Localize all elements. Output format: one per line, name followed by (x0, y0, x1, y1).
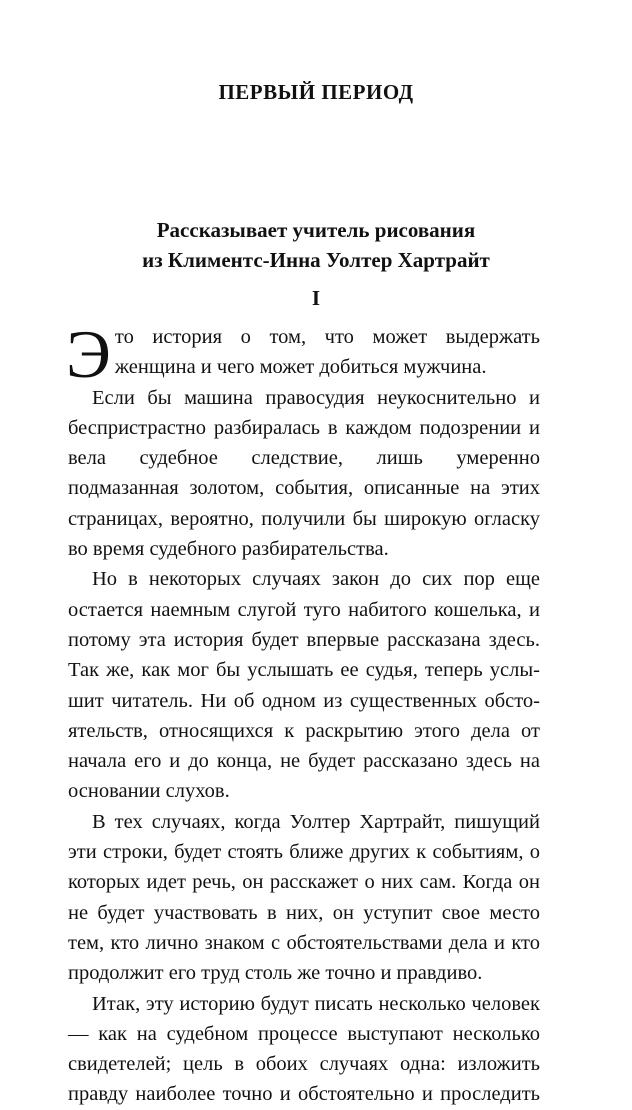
chapter-number: I (311, 286, 321, 310)
chapter-narrator-line-1: Рассказывает учитель рисования (156, 218, 476, 242)
paragraph-3: Но в некоторых случаях закон до сих пор еще остается наемным слугой туго набитого кошелька, и потому эта история будет впервые рассказана здесь. Так же, как мог бы услышать ее судья, теперь услышит читатель. Ни об одном из существенных обстоятельств, относящихся к раскрытию этого дела от начала его и до конца, не будет рассказано здесь на основании слухов. (68, 568, 540, 803)
part-title: ПЕРВЫЙ ПЕРИОД (218, 80, 414, 104)
chapter-narrator-line-2: из Климентс-Инна Уолтер Хартрайт (142, 248, 490, 272)
drop-cap: Э (66, 316, 111, 392)
body-text (66, 316, 540, 1110)
paragraph-5: Итак, эту историю будут писать несколько человек — как на судебном процессе выступают несколько свидетелей; цель в обоих случаях одна: изложить правду наиболее точно и обстоятельно и проследить (68, 992, 540, 1106)
paragraph-1-text: то история о том, что может выдержать женщина и чего может добиться мужчина. (114, 326, 540, 379)
paragraph-4: В тех случаях, когда Уолтер Хартрайт, пишущий эти строки, будет стоять ближе других к событиям, о которых идет речь, он расскажет о них сам. Когда он не будет участвовать в них, он уступит свое место тем, кто лично знаком с обстоятельствами дела и кто продолжит его труд столь же точно и правдиво. (68, 810, 540, 985)
paragraph-1 (66, 316, 540, 392)
chapter-heading (0, 215, 632, 275)
paragraph-2: Если бы машина правосудия неукоснительно и беспристрастно разбиралась в каждом подозрении и вела судебное следствие, лишь умеренно подмазанная золотом, события, описанные на этих страницах, вероятно, получили бы широкую огласку во время судебного разбирательства. (68, 386, 540, 561)
